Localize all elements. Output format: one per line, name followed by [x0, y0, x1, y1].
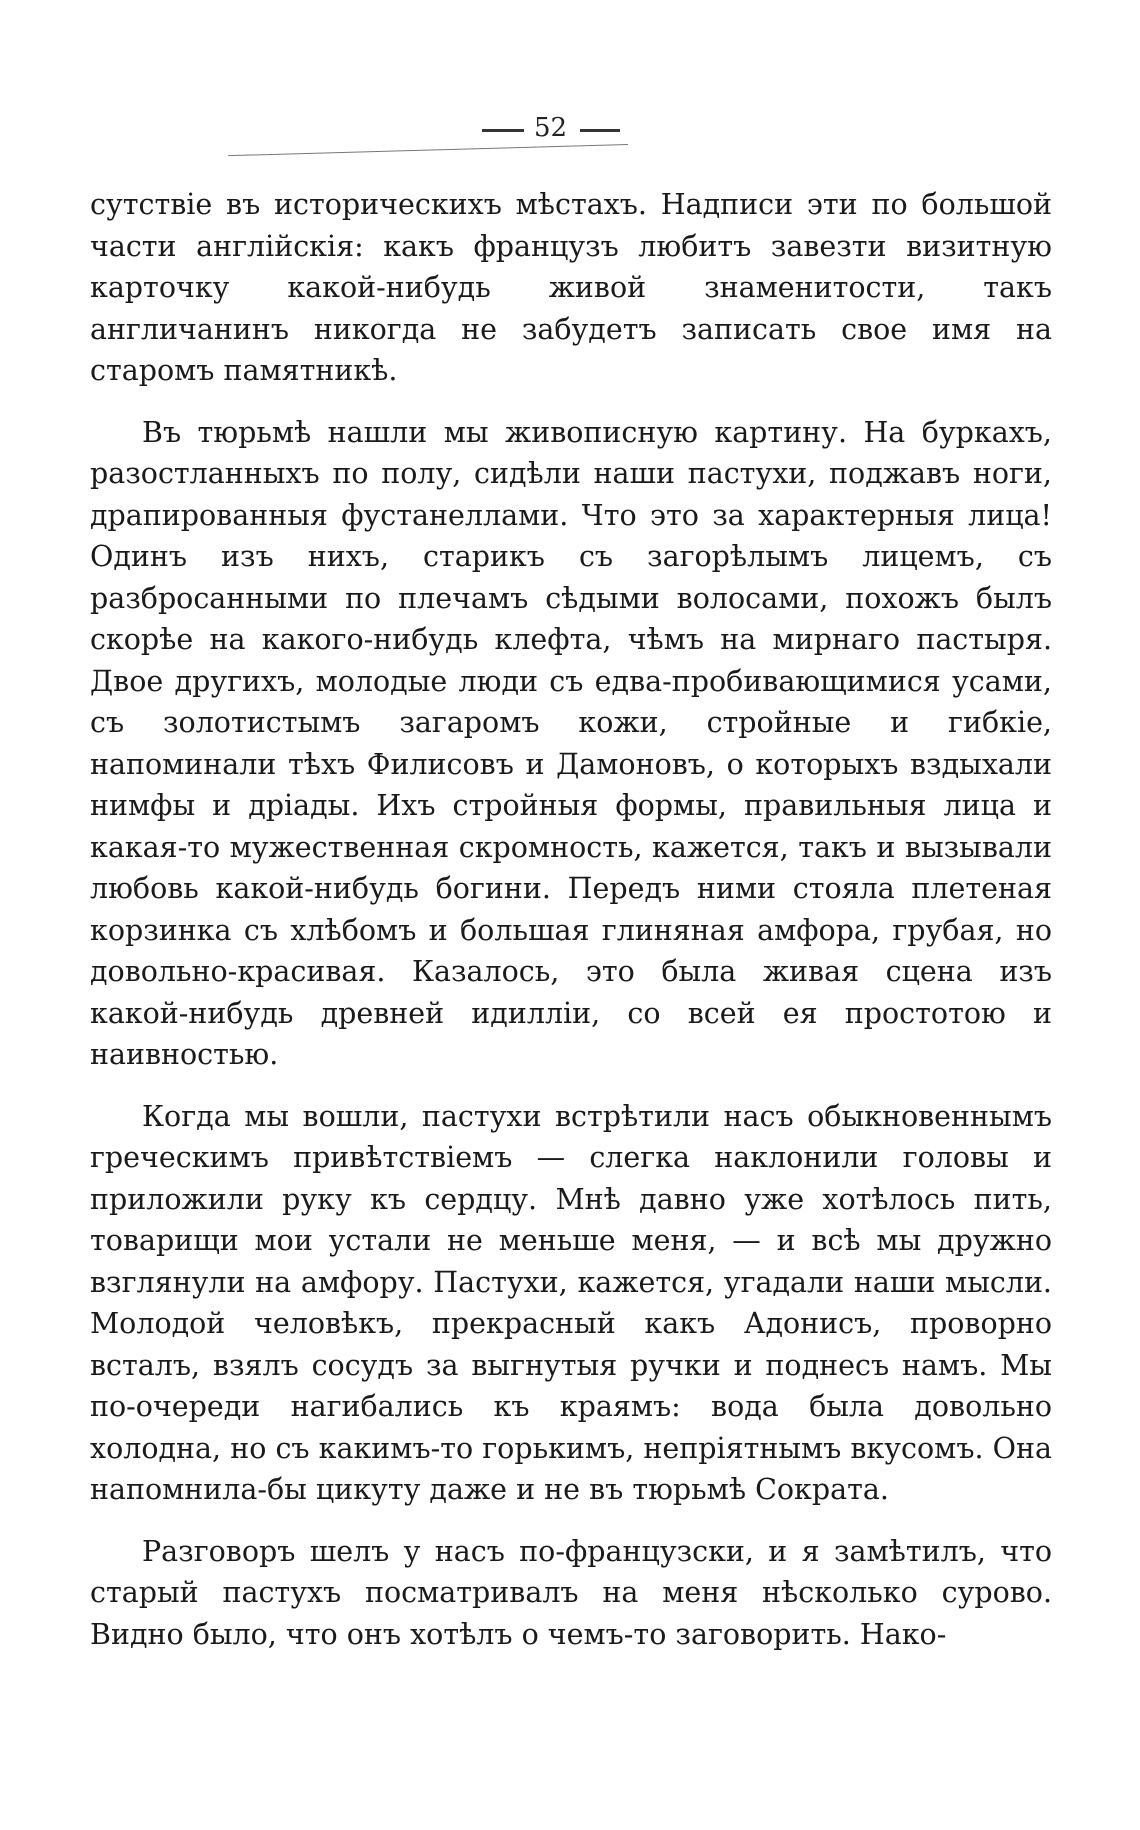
paragraph-greeting: Когда мы вошли, пастухи встрѣтили насъ обыкновеннымъ греческимъ привѣтствіемъ — слегка наклонили головы и приложили руку къ сердцу. Мнѣ давно уже хотѣлось пить, товарищи мои устали не меньше меня, — и всѣ мы дружно взглянули на амфору. Пастухи, кажется, угадали наши мысли. Молодой человѣкъ, прекрасный какъ Адонисъ, проворно всталъ, взялъ сосудъ за выгнутыя ручки и поднесъ намъ. Мы по-очереди нагибались къ краямъ: вода была довольно холодна, но съ какимъ-то горькимъ, непріятнымъ вкусомъ. Она напомнила-бы цикуту даже и не въ тюрьмѣ Сократа. [90, 1099, 1052, 1506]
paragraph-conversation: Разговоръ шелъ у насъ по-французски, и я замѣтилъ, что старый пастухъ посматривалъ на меня нѣсколько сурово. Видно было, что онъ хотѣлъ о чемъ-то заговорить. Нако- [90, 1534, 1052, 1651]
page-number: 52 [534, 113, 568, 143]
paragraph-continued: сутствіе въ историческихъ мѣстахъ. Надписи эти по большой части англійскія: какъ французъ любитъ завезти визитную карточку какой-нибудь живой знаменитости, такъ англичанинъ никогда не забудетъ записать свое имя на старомъ памятникѣ. [90, 188, 1052, 387]
header-dash-right [580, 129, 620, 132]
paragraph-prison-scene: Въ тюрьмѣ нашли мы живописную картину. На буркахъ, разостланныхъ по полу, сидѣли наши пастухи, поджавъ ноги, драпированныя фустанеллами. Что это за характерныя лица! Одинъ изъ нихъ, старикъ съ загорѣлымъ лицемъ, съ разбросанными по плечамъ сѣдыми волосами, похожъ былъ скорѣе на какого-нибудь клефта, чѣмъ на мирнаго пастыря. Двое другихъ, молодые люди съ едва-пробивающимися усами, съ золотистымъ загаромъ кожи, стройные и гибкіе, напоминали тѣхъ Филисовъ и Дамоновъ, о которыхъ вздыхали нимфы и дріады. Ихъ стройныя формы, правильныя лица и какая-то мужественная скромность, кажется, такъ и вызывали любовь какой-нибудь богини. Передъ ними стояла плетеная корзинка съ хлѣбомъ и большая глиняная амфора, грубая, но довольно-красивая. Казалось, это была живая сцена изъ какой-нибудь древней идилліи, со всей ея простотою и наивностью. [90, 415, 1052, 1071]
header-dash-left [482, 129, 524, 132]
page-header [0, 108, 1140, 148]
header-rule [228, 144, 628, 156]
page-body [90, 184, 1052, 1655]
